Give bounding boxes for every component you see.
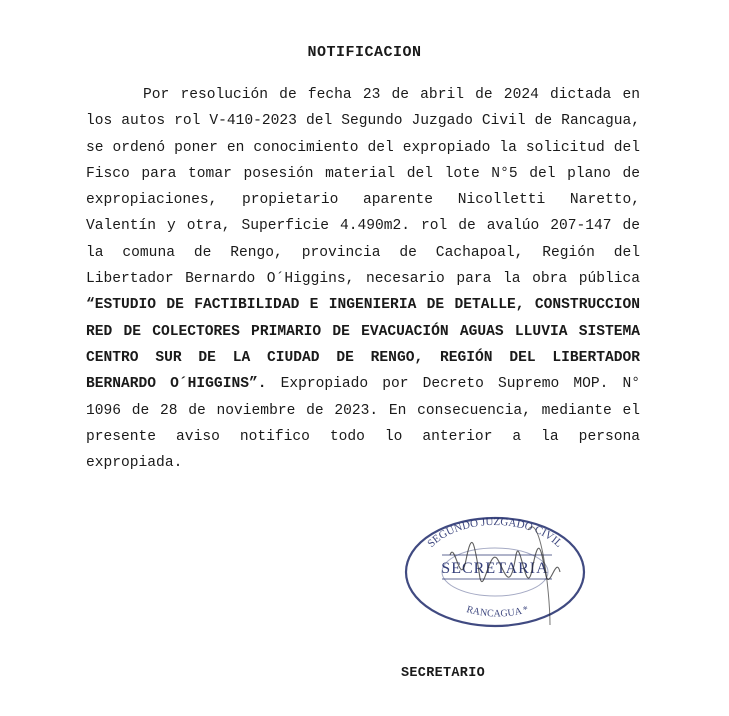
body-text-end: Expropiado por Decreto Supremo MOP. N° 1096 de 28 de noviembre de 2023. En consecuencia, mediante el presente aviso notifico todo lo anterior a la persona expropiada. (86, 376, 640, 472)
document-title: NOTIFICACION (307, 44, 422, 61)
body-text-intro: Por resolución de fecha 23 de abril de 2024 dictada en los autos rol V-410-2023 del Segundo Juzgado Civil de Rancagua, se ordenó poner en conocimiento del expropiado la solicitud del Fisco para tomar posesión material del lote N°5 del plano de expropiaciones, propietario aparente Nicolletti Naretto, Valentín y otra, Superficie 4.490m2. rol de avalúo 207-147 de la comuna de Rengo, provincia de Cachapoal, Región del Libertador Bernardo O´Higgins, necesario para la obra pública (86, 87, 640, 288)
signature-label: SECRETARIO (401, 666, 486, 681)
svg-text:SEGUNDO JUZGADO CIVIL (425, 516, 565, 550)
svg-text:RANCAGUA * (465, 604, 530, 619)
stamp-top-text: SEGUNDO JUZGADO CIVIL (425, 515, 565, 550)
court-stamp (400, 500, 590, 630)
notification-body (86, 82, 640, 476)
project-name: “ESTUDIO DE FACTIBILIDAD E INGENIERIA DE DETALLE, CONSTRUCCION RED DE COLECTORES PRIMARIO DE EVACUACIÓN AGUAS LLUVIA SISTEMA CENTRO SUR DE LA CIUDAD DE RENGO, REGIÓN DEL LIBERTADOR BERNARDO O´HIGGINS”. (86, 297, 640, 393)
stamp-bottom-text: RANCAGUA * (465, 604, 530, 620)
stamp-center-text: SECRETARIA (441, 560, 549, 577)
